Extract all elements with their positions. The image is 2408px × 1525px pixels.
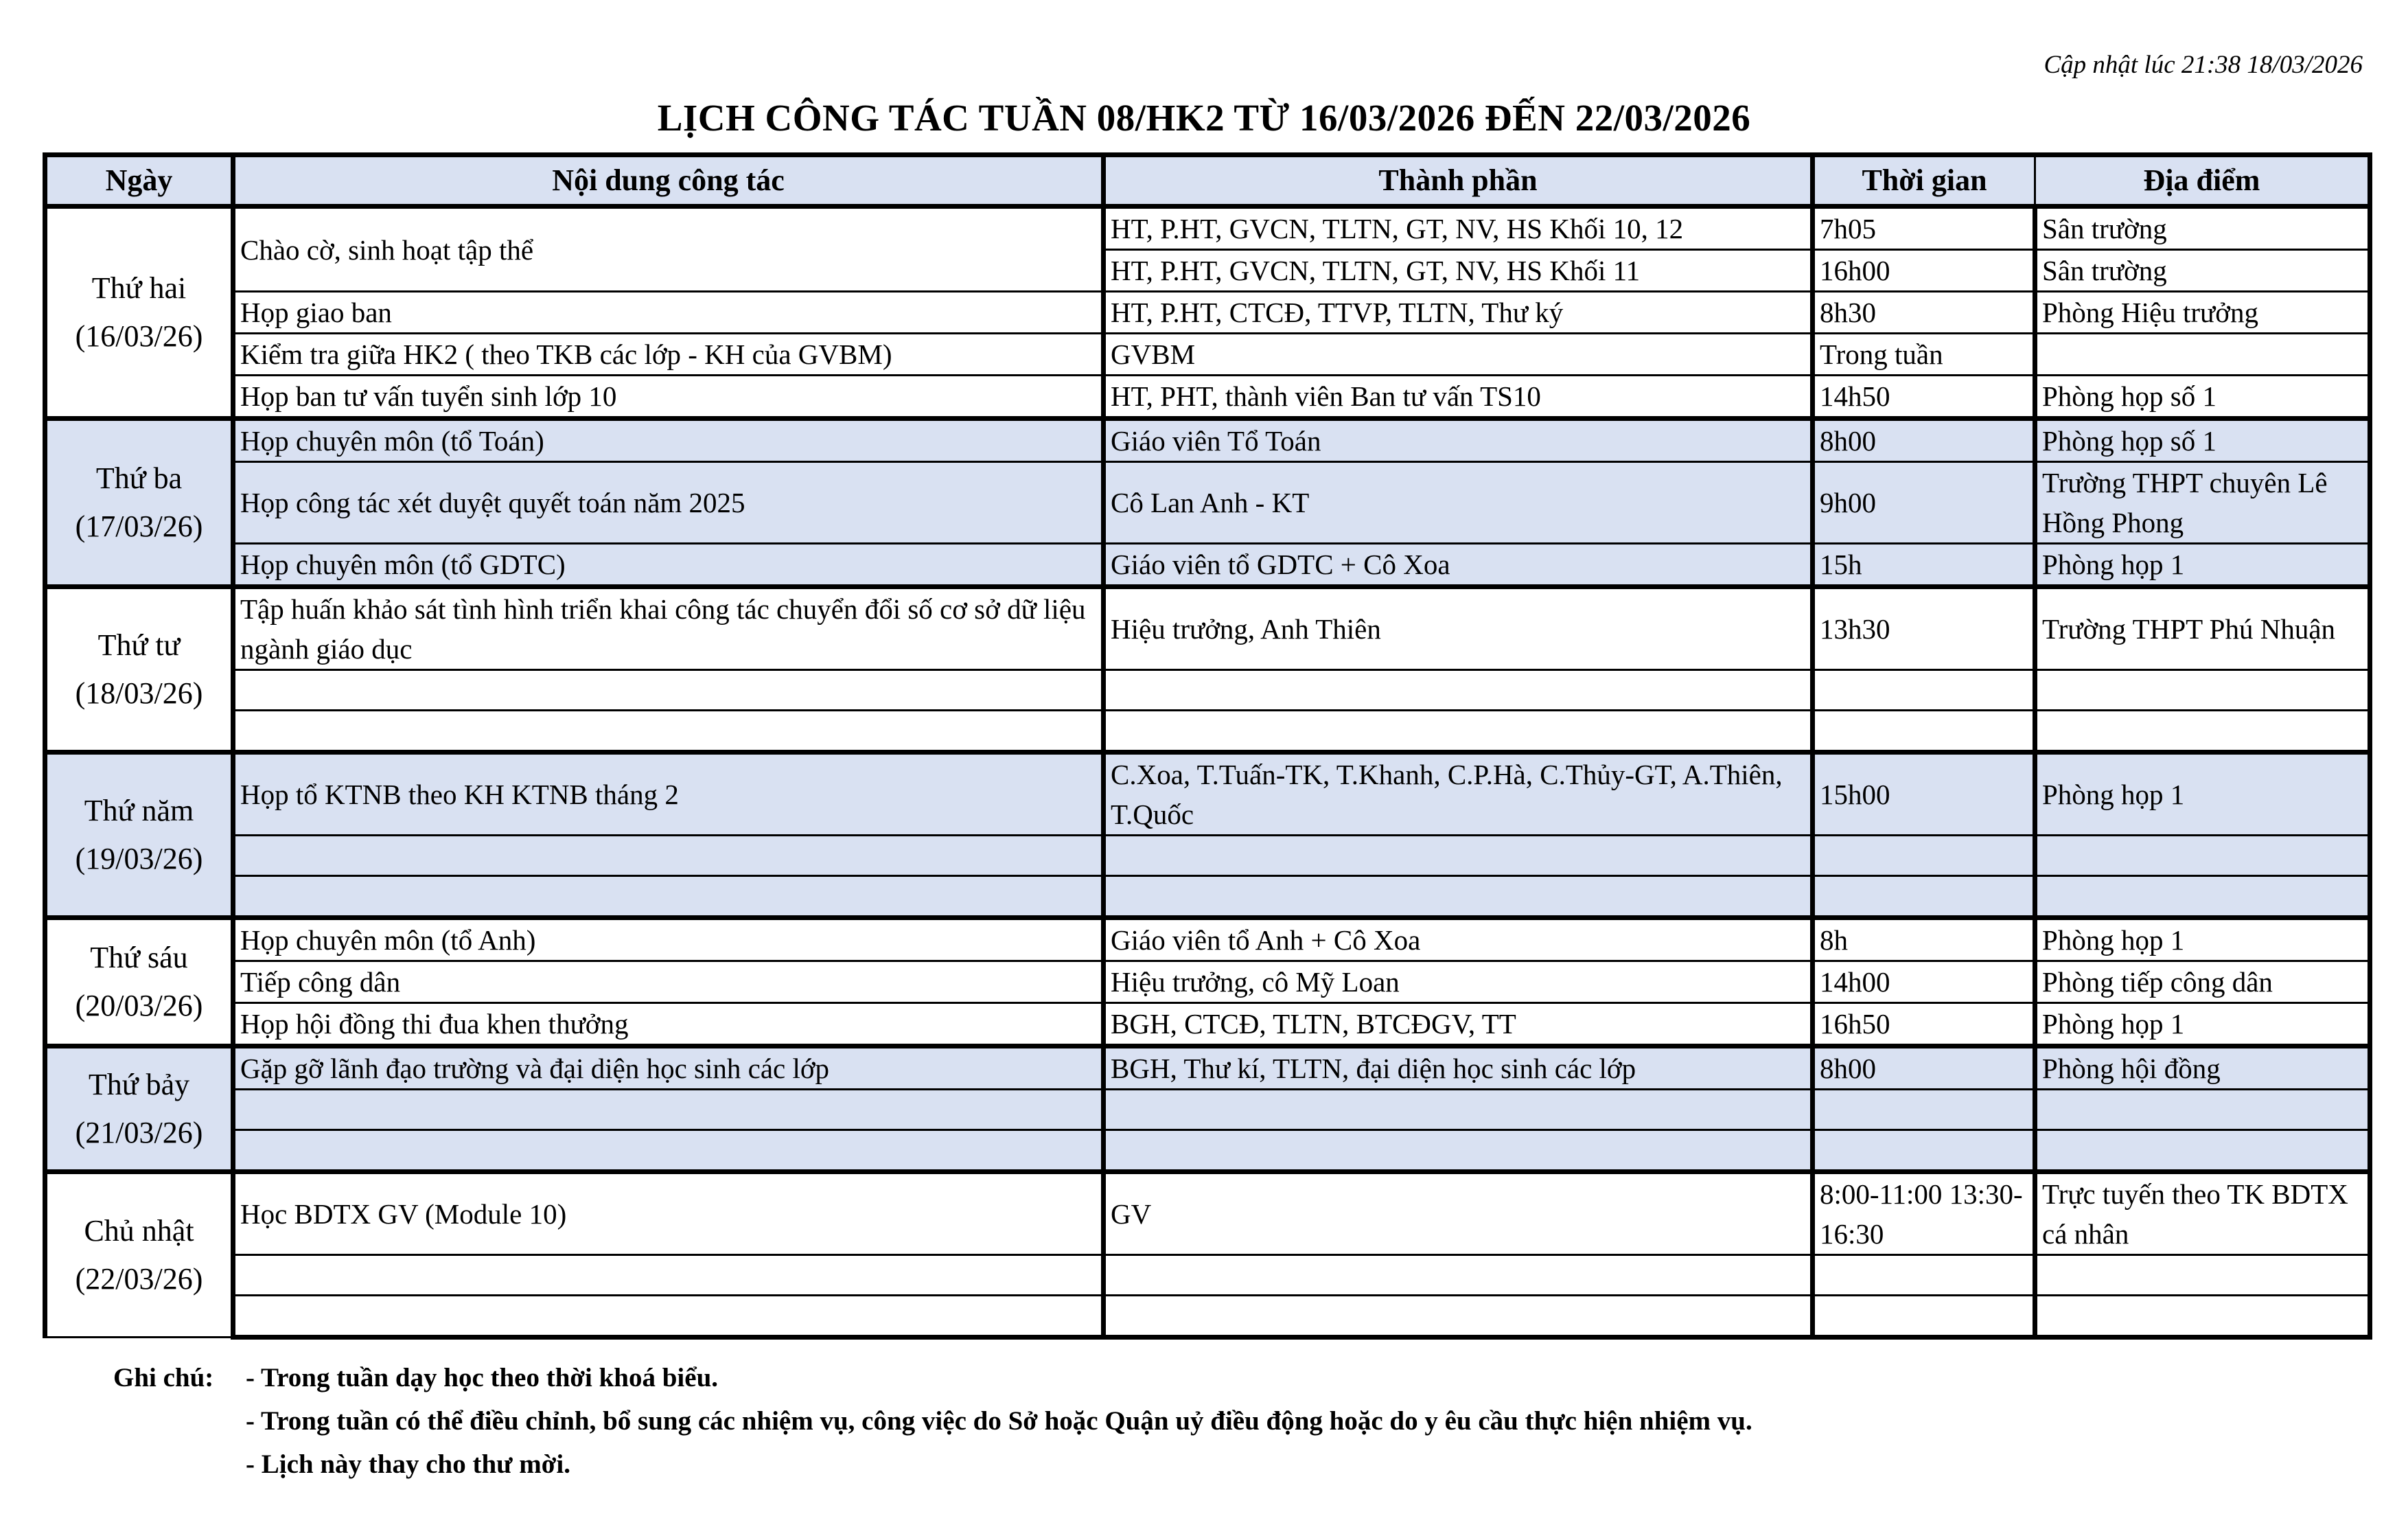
table-row (45, 1003, 2370, 1046)
place-cell: Trường THPT chuyên Lê Hồng Phong (2035, 462, 2370, 544)
day-date: (17/03/26) (75, 509, 203, 543)
members-cell: Cô Lan Anh - KT (1104, 462, 1813, 544)
day-date: (22/03/26) (75, 1262, 203, 1296)
table-row (45, 1046, 2370, 1090)
day-date: (21/03/26) (75, 1116, 203, 1149)
place-cell: Phòng họp số 1 (2035, 419, 2370, 462)
day-group-monday (45, 207, 2370, 419)
content-cell (233, 876, 1104, 918)
place-cell (2035, 1130, 2370, 1172)
members-cell: GVBM (1104, 334, 1813, 376)
time-cell (1813, 1255, 2035, 1296)
day-cell (45, 587, 233, 753)
day-group-tuesday (45, 419, 2370, 587)
header-day: Ngày (45, 155, 233, 207)
schedule-table (43, 152, 2372, 1340)
members-cell: HT, P.HT, GVCN, TLTN, GT, NV, HS Khối 10, 12 (1104, 207, 1813, 250)
day-name: Thứ hai (91, 271, 187, 305)
time-cell (1813, 876, 2035, 918)
members-cell: Giáo viên tổ Anh + Cô Xoa (1104, 918, 1813, 961)
table-row (45, 1172, 2370, 1255)
page-title: LỊCH CÔNG TÁC TUẦN 08/HK2 TỪ 16/03/2026 ĐẾN 22/03/2026 (657, 97, 1751, 139)
time-cell (1813, 1090, 2035, 1130)
place-cell (2035, 836, 2370, 876)
content-cell: Họp chuyên môn (tổ Toán) (233, 419, 1104, 462)
day-name: Thứ tư (97, 628, 181, 662)
content-cell (233, 1255, 1104, 1296)
place-cell: Trường THPT Phú Nhuận (2035, 587, 2370, 670)
day-name: Thứ ba (95, 461, 183, 495)
time-cell (1813, 1130, 2035, 1172)
note-item: - Trong tuần có thể điều chỉnh, bổ sung các nhiệm vụ, công việc do Sở hoặc Quận uỷ điều động hoặc do y êu cầu thực hiện nhiệm vụ. (246, 1406, 1752, 1436)
table-row (45, 711, 2370, 753)
place-cell: Sân trường (2035, 207, 2370, 250)
members-cell: C.Xoa, T.Tuấn-TK, T.Khanh, C.P.Hà, C.Thủy-GT, A.Thiên, T.Quốc (1104, 753, 1813, 836)
place-cell: Phòng họp 1 (2035, 918, 2370, 961)
note-item: - Trong tuần dạy học theo thời khoá biểu. (246, 1363, 719, 1392)
members-cell (1104, 1090, 1813, 1130)
time-cell: 8h (1813, 918, 2035, 961)
place-cell: Phòng họp 1 (2035, 544, 2370, 587)
day-cell (45, 753, 233, 918)
day-cell (45, 1172, 233, 1338)
table-row (45, 334, 2370, 376)
content-cell: Tập huấn khảo sát tình hình triển khai công tác chuyển đổi số cơ sở dữ liệu ngành giáo dục (233, 587, 1104, 670)
members-cell (1104, 1255, 1813, 1296)
content-cell: Họp hội đồng thi đua khen thưởng (233, 1003, 1104, 1046)
place-cell (2035, 1255, 2370, 1296)
table-row (45, 836, 2370, 876)
time-cell: 14h50 (1813, 376, 2035, 419)
content-cell (233, 1296, 1104, 1338)
content-cell: Gặp gỡ lãnh đạo trường và đại diện học sinh các lớp (233, 1046, 1104, 1090)
day-cell (45, 207, 233, 419)
members-cell: Hiệu trưởng, Anh Thiên (1104, 587, 1813, 670)
members-cell: Giáo viên tổ GDTC + Cô Xoa (1104, 544, 1813, 587)
day-name: Thứ năm (84, 794, 194, 827)
content-cell: Học BDTX GV (Module 10) (233, 1172, 1104, 1255)
members-cell: BGH, Thư kí, TLTN, đại diện học sinh các lớp (1104, 1046, 1813, 1090)
day-group-friday (45, 918, 2370, 1046)
content-cell (233, 1130, 1104, 1172)
day-cell (45, 419, 233, 587)
members-cell (1104, 836, 1813, 876)
members-cell: GV (1104, 1172, 1813, 1255)
time-cell: 16h00 (1813, 250, 2035, 292)
place-cell (2035, 670, 2370, 711)
content-cell: Họp ban tư vấn tuyển sinh lớp 10 (233, 376, 1104, 419)
place-cell: Phòng Hiệu trưởng (2035, 292, 2370, 334)
members-cell: HT, P.HT, CTCĐ, TTVP, TLTN, Thư ký (1104, 292, 1813, 334)
members-cell: HT, P.HT, GVCN, TLTN, GT, NV, HS Khối 11 (1104, 250, 1813, 292)
day-date: (19/03/26) (75, 842, 203, 875)
header-row (45, 155, 2370, 207)
time-cell (1813, 1296, 2035, 1338)
day-cell (45, 918, 233, 1046)
content-cell (233, 711, 1104, 753)
table-row (45, 419, 2370, 462)
time-cell: 15h (1813, 544, 2035, 587)
content-cell: Họp công tác xét duyệt quyết toán năm 2025 (233, 462, 1104, 544)
day-name: Thứ sáu (90, 941, 188, 974)
day-group-saturday (45, 1046, 2370, 1172)
time-cell: 9h00 (1813, 462, 2035, 544)
table-row (45, 376, 2370, 419)
members-cell: Giáo viên Tổ Toán (1104, 419, 1813, 462)
table-row (45, 876, 2370, 918)
members-cell: BGH, CTCĐ, TLTN, BTCĐGV, TT (1104, 1003, 1813, 1046)
day-name: Thứ bảy (88, 1068, 190, 1101)
day-group-wednesday (45, 587, 2370, 753)
table-row (45, 1255, 2370, 1296)
place-cell: Sân trường (2035, 250, 2370, 292)
content-cell: Họp tổ KTNB theo KH KTNB tháng 2 (233, 753, 1104, 836)
table-row (45, 670, 2370, 711)
table-row (45, 207, 2370, 250)
members-cell (1104, 876, 1813, 918)
content-cell: Kiểm tra giữa HK2 ( theo TKB các lớp - KH của GVBM) (233, 334, 1104, 376)
table-row (45, 918, 2370, 961)
time-cell: 8:00-11:00 13:30-16:30 (1813, 1172, 2035, 1255)
place-cell (2035, 334, 2370, 376)
content-cell (233, 836, 1104, 876)
header-content: Nội dung công tác (233, 155, 1104, 207)
notes-list (246, 1356, 1752, 1486)
day-cell (45, 1046, 233, 1172)
day-date: (20/03/26) (75, 989, 203, 1022)
table-row (45, 292, 2370, 334)
time-cell: 14h00 (1813, 961, 2035, 1003)
time-cell: 16h50 (1813, 1003, 2035, 1046)
content-cell: Họp giao ban (233, 292, 1104, 334)
time-cell: 13h30 (1813, 587, 2035, 670)
place-cell: Trực tuyến theo TK BDTX cá nhân (2035, 1172, 2370, 1255)
updated-timestamp: Cập nhật lúc 21:38 18/03/2026 (2044, 51, 2363, 79)
content-cell (233, 1090, 1104, 1130)
content-cell (233, 670, 1104, 711)
place-cell: Phòng họp 1 (2035, 1003, 2370, 1046)
day-group-sunday (45, 1172, 2370, 1338)
time-cell: 8h00 (1813, 1046, 2035, 1090)
notes-label: Ghi chú: (113, 1363, 214, 1392)
time-cell (1813, 670, 2035, 711)
day-date: (18/03/26) (75, 676, 203, 710)
note-item: - Lịch này thay cho thư mời. (246, 1449, 570, 1479)
time-cell: 7h05 (1813, 207, 2035, 250)
time-cell: Trong tuần (1813, 334, 2035, 376)
members-cell (1104, 670, 1813, 711)
table-row (45, 462, 2370, 544)
time-cell (1813, 711, 2035, 753)
header-time: Thời gian (1813, 155, 2035, 207)
place-cell: Phòng hội đồng (2035, 1046, 2370, 1090)
day-date: (16/03/26) (75, 319, 203, 353)
header-members: Thành phần (1104, 155, 1813, 207)
content-cell: Họp chuyên môn (tổ Anh) (233, 918, 1104, 961)
content-cell: Chào cờ, sinh hoạt tập thể (233, 207, 1104, 292)
place-cell: Phòng họp 1 (2035, 753, 2370, 836)
table-row (45, 1130, 2370, 1172)
table-row (45, 587, 2370, 670)
time-cell: 15h00 (1813, 753, 2035, 836)
members-cell (1104, 1296, 1813, 1338)
table-row (45, 1090, 2370, 1130)
place-cell: Phòng tiếp công dân (2035, 961, 2370, 1003)
content-cell: Tiếp công dân (233, 961, 1104, 1003)
time-cell: 8h00 (1813, 419, 2035, 462)
day-group-thursday (45, 753, 2370, 918)
time-cell (1813, 836, 2035, 876)
members-cell: HT, PHT, thành viên Ban tư vấn TS10 (1104, 376, 1813, 419)
place-cell (2035, 1296, 2370, 1338)
place-cell: Phòng họp số 1 (2035, 376, 2370, 419)
day-name: Chủ nhật (84, 1214, 194, 1248)
content-cell: Họp chuyên môn (tổ GDTC) (233, 544, 1104, 587)
header-place: Địa điểm (2035, 155, 2370, 207)
table-row (45, 753, 2370, 836)
place-cell (2035, 711, 2370, 753)
table-row (45, 961, 2370, 1003)
time-cell: 8h30 (1813, 292, 2035, 334)
table-row (45, 1296, 2370, 1338)
place-cell (2035, 1090, 2370, 1130)
members-cell: Hiệu trưởng, cô Mỹ Loan (1104, 961, 1813, 1003)
place-cell (2035, 876, 2370, 918)
members-cell (1104, 1130, 1813, 1172)
members-cell (1104, 711, 1813, 753)
table-row (45, 544, 2370, 587)
